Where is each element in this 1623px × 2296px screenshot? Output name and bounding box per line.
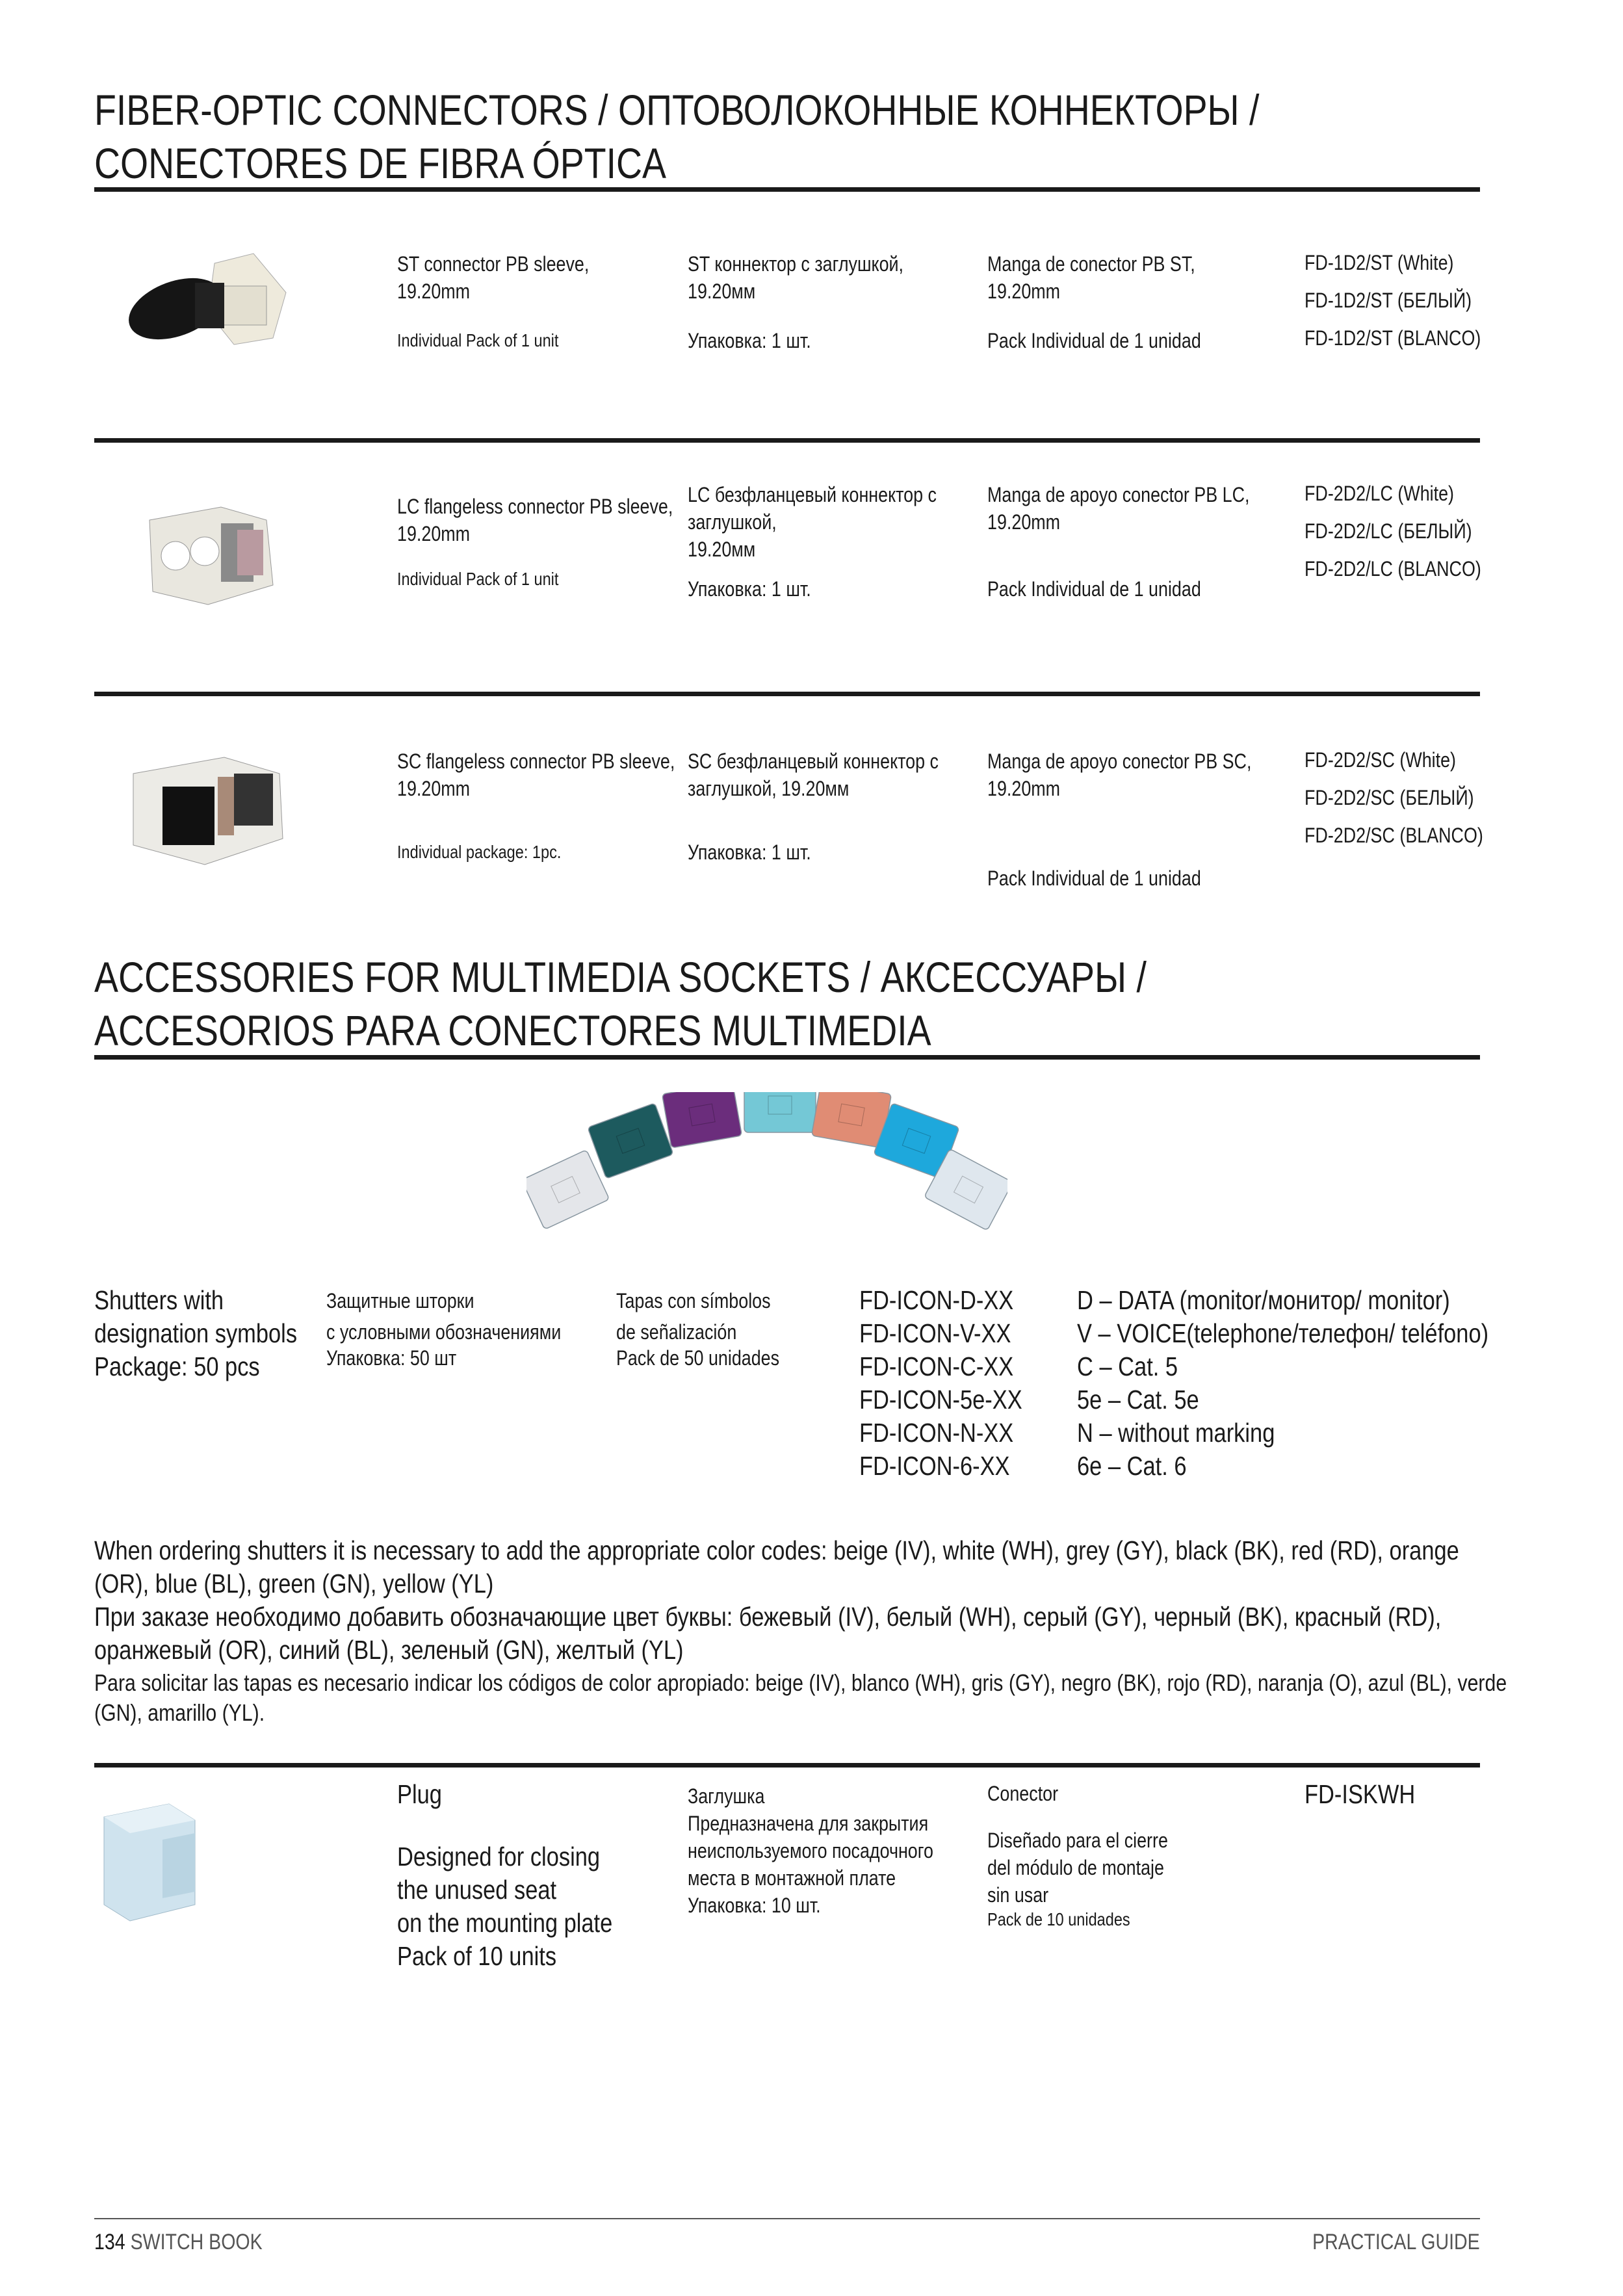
text: Manga de apoyo conector PB LC, [987, 483, 1250, 506]
text: LC безфланцевый коннектор с [688, 483, 937, 506]
color-note-en: When ordering shutters it is necessary to add the appropriate color codes: beige (IV), white (WH), grey (GY), black (BK), red (RD), orange (OR), blue (BL), green (GN), yellow (YL) [94, 1535, 1459, 1598]
text: Individual package: 1pc. [397, 842, 562, 862]
divider [94, 692, 1480, 696]
text: 19.20мм [688, 538, 756, 561]
st-connector-image [123, 247, 292, 358]
shutter-code-meaning: C – Cat. 5 [1077, 1351, 1178, 1381]
product-code: FD-1D2/ST (БЕЛЫЙ) [1305, 289, 1472, 312]
shutter-code: FD-ICON-6-XX [859, 1451, 1010, 1481]
product-code: FD-2D2/SC (БЕЛЫЙ) [1305, 786, 1474, 809]
product-code: FD-2D2/LC (BLANCO) [1305, 557, 1481, 581]
title-line: ACCESSORIES FOR MULTIMEDIA SOCKETS / АКСЕССУАРЫ / [94, 953, 1147, 1001]
plug-image [91, 1794, 208, 1924]
text: заглушкой, [688, 510, 777, 534]
footer-left [94, 2230, 263, 2255]
shutter-code: FD-ICON-C-XX [859, 1351, 1014, 1381]
product-desc-es [987, 748, 1251, 802]
divider [94, 438, 1480, 443]
shutter-tile [588, 1103, 673, 1179]
text: ST коннектор с заглушкой, [688, 252, 903, 276]
product-pack-ru [688, 327, 811, 354]
product-desc-ru [688, 481, 937, 563]
sc-connector-image [127, 748, 289, 871]
section-title-fiber-optic [94, 83, 1259, 190]
text: Diseñado para el cierre [987, 1829, 1168, 1852]
divider [94, 187, 1480, 192]
text: Package: 50 pcs [94, 1351, 260, 1381]
shutter-code-meaning: D – DATA (monitor/монитор/ monitor) [1077, 1285, 1450, 1315]
product-desc-ru [688, 250, 903, 305]
product-desc-es [987, 250, 1195, 305]
plug-ru [688, 1782, 933, 1919]
text: Упаковка: 1 шт. [688, 329, 811, 352]
text: SC flangeless connector PB sleeve, [397, 750, 675, 773]
text: 19.20mm [987, 510, 1061, 534]
plug-title: Plug [397, 1779, 442, 1809]
text: Упаковка: 10 шт. [688, 1894, 821, 1917]
shutters-es [616, 1285, 779, 1374]
text: de señalización [616, 1320, 737, 1344]
shutter-tile [526, 1150, 610, 1230]
text: Упаковка: 50 шт [326, 1346, 457, 1370]
product-pack-en [397, 839, 561, 866]
plug-en [397, 1778, 612, 1973]
shutter-code-meaning: 6e – Cat. 6 [1077, 1451, 1187, 1481]
footer-right: PRACTICAL GUIDE [1312, 2230, 1480, 2254]
divider [94, 1055, 1480, 1060]
shutters-ru [326, 1285, 561, 1374]
product-desc-en [397, 493, 673, 547]
lc-connector-image [136, 494, 286, 611]
text: Pack of 10 units [397, 1941, 557, 1971]
text: sin usar [987, 1883, 1049, 1907]
text: 19.20mm [397, 777, 471, 800]
product-pack-ru [688, 575, 811, 603]
shutter-tile [744, 1092, 816, 1132]
product-pack-es [987, 327, 1201, 354]
text: Shutters with [94, 1285, 224, 1315]
shutter-code-meaning: V – VOICE(telephone/телефон/ teléfono) [1077, 1318, 1489, 1348]
shutter-code: FD-ICON-V-XX [859, 1318, 1011, 1348]
text: 19.20mm [397, 280, 471, 303]
text: Individual Pack of 1 unit [397, 330, 559, 350]
product-pack-en [397, 327, 558, 354]
shutters-en [94, 1284, 297, 1383]
text: 19.20mm [987, 777, 1061, 800]
text: Защитные шторки [326, 1289, 474, 1312]
shutter-tile [662, 1092, 742, 1148]
book-title: SWITCH BOOK [130, 2230, 263, 2254]
text: Manga de apoyo conector PB SC, [987, 750, 1252, 773]
shutter-code-meaning: 5e – Cat. 5e [1077, 1385, 1199, 1415]
product-code: FD-2D2/SC (White) [1305, 748, 1456, 772]
product-desc-ru [688, 748, 939, 802]
text: the unused seat [397, 1875, 557, 1905]
color-note-es: Para solicitar las tapas es necesario indicar los códigos de color apropiado: beige (IV), blanco (WH), gris (GY), negro (BK), rojo (RD), naranja (O), azul (BL), verde (GN), amarillo (YL). [94, 1669, 1507, 1726]
text: Pack Individual de 1 unidad [987, 329, 1201, 352]
text: Заглушка [688, 1784, 765, 1808]
product-codes [1305, 475, 1481, 588]
text: del módulo de montaje [987, 1856, 1164, 1879]
product-desc-en [397, 748, 675, 802]
divider [94, 1763, 1480, 1768]
product-pack-ru [688, 839, 811, 866]
title-line: CONECTORES DE FIBRA ÓPTICA [94, 139, 667, 187]
plug-code: FD-ISKWH [1305, 1779, 1416, 1809]
page-number: 134 [94, 2230, 125, 2254]
product-code: FD-2D2/LC (БЕЛЫЙ) [1305, 519, 1472, 543]
text: LC flangeless connector PB sleeve, [397, 495, 673, 518]
text: 19.20mm [397, 522, 471, 545]
shutter-code: FD-ICON-N-XX [859, 1418, 1014, 1448]
text: Conector [987, 1782, 1059, 1805]
text: Pack Individual de 1 unidad [987, 867, 1201, 890]
text: on the mounting plate [397, 1908, 613, 1938]
title-line: FIBER-OPTIC CONNECTORS / ОПТОВОЛОКОННЫЕ КОННЕКТОРЫ / [94, 86, 1260, 134]
shutter-code-meanings [1077, 1284, 1488, 1483]
text: 19.20mm [987, 280, 1061, 303]
product-pack-en [397, 566, 558, 593]
product-desc-es [987, 481, 1249, 536]
product-code: FD-1D2/ST (BLANCO) [1305, 326, 1481, 350]
product-pack-es [987, 575, 1201, 603]
color-note-ru: При заказе необходимо добавить обозначающие цвет буквы: бежевый (IV), белый (WH), серый (GY), черный (BK), красный (RD), оранжевый (OR), синий (BL), зеленый (GN), желтый (YL) [94, 1602, 1442, 1665]
text: SC безфланцевый коннектор с [688, 750, 939, 773]
product-codes [1305, 244, 1481, 357]
plug-es [987, 1780, 1168, 1931]
product-code: FD-1D2/ST (White) [1305, 251, 1454, 274]
shutters-image [526, 1092, 1007, 1248]
shutter-code: FD-ICON-D-XX [859, 1285, 1014, 1315]
text: Упаковка: 1 шт. [688, 841, 811, 864]
product-code: FD-2D2/LC (White) [1305, 482, 1455, 505]
text: 19.20мм [688, 280, 756, 303]
text: designation symbols [94, 1318, 298, 1348]
text: Pack Individual de 1 unidad [987, 577, 1201, 601]
text: места в монтажной плате [688, 1866, 896, 1890]
text: Pack de 10 unidades [987, 1909, 1130, 1929]
text: Упаковка: 1 шт. [688, 577, 811, 601]
text: Tapas con símbolos [616, 1289, 771, 1312]
title-line: ACCESORIOS PARA CONECTORES MULTIMEDIA [94, 1006, 931, 1054]
text: Individual Pack of 1 unit [397, 569, 559, 589]
text: Предназначена для закрытия [688, 1812, 929, 1835]
shutter-codes [859, 1284, 1022, 1483]
product-desc-en [397, 250, 589, 305]
footer-divider [94, 2218, 1480, 2219]
text: Manga de conector PB ST, [987, 252, 1195, 276]
product-code: FD-2D2/SC (BLANCO) [1305, 824, 1483, 847]
text: неиспользуемого посадочного [688, 1839, 933, 1862]
product-codes [1305, 741, 1483, 854]
section-title-accessories [94, 950, 1147, 1057]
text: с условными обозначениями [326, 1320, 562, 1344]
shutter-code: FD-ICON-5e-XX [859, 1385, 1022, 1415]
text: ST connector PB sleeve, [397, 252, 590, 276]
text: Pack de 50 unidades [616, 1346, 780, 1370]
shutter-code-meaning: N – without marking [1077, 1418, 1275, 1448]
text: Designed for closing [397, 1842, 601, 1872]
text: заглушкой, 19.20мм [688, 777, 850, 800]
product-pack-es [987, 865, 1201, 892]
